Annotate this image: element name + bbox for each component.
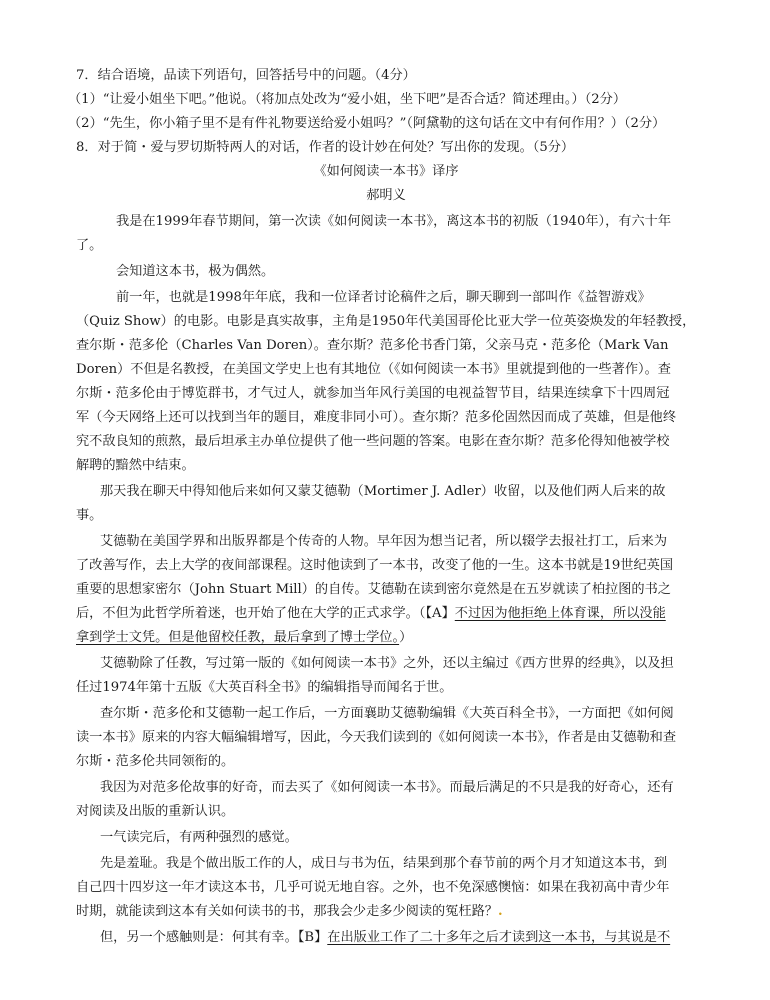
paragraph-line: 读一本书》原来的内容大幅编辑增写，因此，今天我们读到的《如何阅读一本书》，作者是由艾德勒和查 — [76, 730, 677, 745]
paragraph-line: 我因为对范多伦故事的好奇，而去买了《如何阅读一本书》。而最后满足的不只是我的好奇心，还有 — [100, 780, 674, 795]
paragraph-line: 军（今天网络上还可以找到当年的题目，难度非同小可）。查尔斯？范多伦固然因而成了英雄，但是他终 — [76, 410, 677, 425]
paragraph-line: 究不敌良知的煎熬，最后坦承主办单位提供了他一些问题的答案。电影在查尔斯？范多伦得知他被学校 — [76, 434, 670, 449]
text-segment: 时期，就能读到这本有关如何读书的书，那我会少走多少阅读的冤枉路？ — [76, 904, 498, 919]
paragraph-line: 任过1974年第十五版《大英百科全书》的编辑指导而闻名于世。 — [76, 680, 453, 695]
paragraph-line: 前一年，也就是1998年年底，我和一位译者讨论稿件之后，聊天聊到一部叫作《益智游戏》 — [116, 290, 651, 305]
paragraph-line: 解聘的黯然中结束。 — [76, 458, 195, 473]
paragraph-line: 对阅读及出版的重新认识。 — [76, 804, 235, 819]
paragraph-line: 事。 — [76, 508, 103, 523]
question-8: 8．对于简・爱与罗切斯特两人的对话，作者的设计妙在何处？写出你的发现。（5分） — [76, 140, 575, 155]
paragraph-line: （Quiz Show）的电影。电影是真实故事，主角是1950年代美国哥伦比亚大学一位英姿焕发的年轻教授， — [76, 314, 696, 329]
underlined-sentence-a-cont: 拿到学士文凭。但是他留校任教，最后拿到了博士学位。 — [76, 630, 400, 645]
paragraph-line-marked-a — [76, 602, 696, 626]
paragraph-line-marked-b — [100, 926, 696, 950]
question-7-1: （1）“让爱小姐坐下吧。”他说。（将加点处改为“爱小姐，坐下吧”是否合适？简述理由。）（2分） — [68, 92, 627, 107]
paragraph-line: 查尔斯・范多伦和艾德勒一起工作后，一方面襄助艾德勒编辑《大英百科全书》，一方面把《如何阅 — [100, 706, 674, 721]
paragraph-line: 会知道这本书，极为偶然。 — [116, 264, 275, 279]
paragraph-line — [76, 900, 696, 924]
paragraph-line: 查尔斯・范多伦（Charles Van Doren）。查尔斯？范多伦书香门第，父亲马克・范多伦（Mark Van — [76, 338, 669, 353]
highlight-dot: . — [498, 904, 503, 919]
paragraph-line: 艾德勒除了任教，写过第一版的《如何阅读一本书》之外，还以主编过《西方世界的经典》，以及担 — [100, 656, 674, 671]
question-7-2: （2）“先生，你小箱子里不是有件礼物要送给爱小姐吗？”（阿黛勒的这句话在文中有何作用？）（2分） — [68, 116, 666, 131]
paragraph-line: 先是羞耻。我是个做出版工作的人，成日与书为伍，结果到那个春节前的两个月才知道这本书，到 — [100, 856, 668, 871]
paragraph-line-marked-a-cont — [76, 626, 696, 650]
paragraph-line: 那天我在聊天中得知他后来如何又蒙艾德勒（Mortimer J. Adler）收留，以及他们两人后来的故 — [100, 484, 666, 499]
question-7: 7．结合语境，品读下列语句，回答括号中的问题。（4分） — [76, 68, 416, 83]
text-segment: ） — [399, 630, 413, 645]
paragraph-line: 自己四十四岁这一年才读这本书，几乎可说无地自容。之外，也不免深感懊恼：如果在我初高中青少年 — [76, 880, 670, 895]
text-segment: 但，另一个感触则是：何其有幸。【B】 — [100, 930, 328, 945]
paragraph-line: 我是在1999年春节期间，第一次读《如何阅读一本书》，离这本书的初版（1940年），有六十年 — [116, 214, 672, 229]
paragraph-line: 一气读完后，有两种强烈的感觉。 — [100, 830, 298, 845]
paragraph-line: 重要的思想家密尔（John Stuart Mill）的自传。艾德勒在读到密尔竟然是在五岁就读了柏拉图的书之 — [76, 582, 671, 597]
paragraph-line: 尔斯・范多伦共同领衔的。 — [76, 754, 235, 769]
article-author: 郝明义 — [366, 188, 406, 203]
paragraph-line: 艾德勒在美国学界和出版界都是个传奇的人物。早年因为想当记者，所以辍学去报社打工，后来为 — [100, 534, 668, 549]
paragraph-line: Doren）不但是名教授，在美国文学史上也有其地位（《如何阅读一本书》里就提到他的一些著作）。查 — [76, 362, 671, 377]
paragraph-line: 了。 — [76, 238, 103, 253]
underlined-sentence-a: 不过因为他拒绝上体育课，所以没能 — [454, 606, 666, 621]
text-segment: 后，不但为此哲学所着迷，也开始了他在大学的正式求学。（【A】 — [76, 606, 455, 621]
article-title: 《如何阅读一本书》译序 — [313, 164, 459, 179]
paragraph-line: 尔斯・范多伦由于博览群书，才气过人，就参加当年风行美国的电视益智节目，结果连续拿下十四周冠 — [76, 386, 670, 401]
underlined-sentence-b: 在出版业工作了二十多年之后才读到这一本书，与其说是不 — [327, 930, 671, 945]
paragraph-line: 了改善写作，去上大学的夜间部课程。这时他读到了一本书，改变了他的一生。这本书就是19世纪英国 — [76, 558, 674, 573]
